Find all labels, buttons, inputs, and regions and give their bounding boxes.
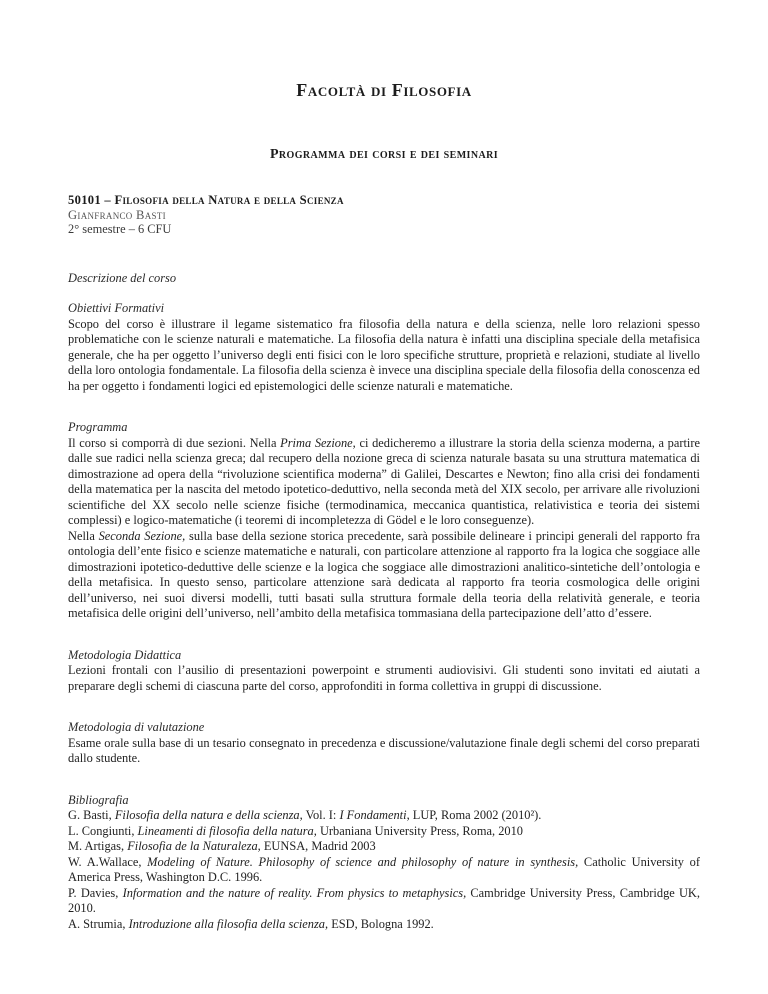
program-subtitle: Programma dei corsi e dei seminari <box>269 147 498 162</box>
section-obiettivi-formativi <box>68 301 700 394</box>
section-paragraph: Esame orale sulla base di un tesario consegnato in precedenza e discussione/valutazione finale degli schemi del corso preparati dallo studente. <box>68 735 700 765</box>
bibliography-entry: M. Artigas, Filosofia de la Naturaleza, EUNSA, Madrid 2003 <box>68 839 376 853</box>
bibliography-entry: W. A.Wallace, Modeling of Nature. Philosophy of science and philosophy of nature in synthesis, Catholic University of America Press, Washington D.C. 1996. <box>68 854 701 884</box>
course-professor: Gianfranco Basti <box>68 207 166 222</box>
section-metodologia-didattica <box>68 648 700 695</box>
section-heading: Programma <box>68 420 128 434</box>
section-metodologia-di-valutazione <box>68 720 700 767</box>
section-paragraph: Nella Seconda Sezione, sulla base della sezione storica precedente, sarà possibile delineare i principi generali del rapporto fra ontologia dell’ente fisico e scienze matematiche e naturali, con particolare attenzione al rapporto fra la logica che soggiace alle dimostrazioni ipotetico-deduttive delle scienze e la logica che soggiace alle dimostrazioni analitico-sintetiche dell’ontologia e della metafisica. In questo senso, particolare attenzione sarà dedicata al rapporto fra teoria cosmologica delle origini dell’universo, nei suoi diversi modelli, tutti basati sulla struttura formale della teoria della relatività generale, e teoria metafisica delle origini dell’universo, nell’ambito della metafisica tommasiana della partecipazione dell’atto d’essere. <box>68 528 700 620</box>
course-semester: 2° semestre – 6 CFU <box>68 222 172 236</box>
section-heading: Obiettivi Formativi <box>68 301 165 315</box>
section-descrizione-del-corso <box>68 271 700 287</box>
section-bibliografia <box>68 793 700 933</box>
faculty-title: Facoltà di Filosofia <box>296 80 472 100</box>
course-header <box>68 193 700 237</box>
bibliography-entry: P. Davies, Information and the nature of reality. From physics to metaphysics, Cambridge University Press, Cambridge UK, 2010. <box>68 885 700 915</box>
bibliography-entry: G. Basti, Filosofia della natura e della scienza, Vol. I: I Fondamenti, LUP, Roma 2002 (2010²). <box>68 808 542 822</box>
section-heading: Bibliografia <box>68 792 129 807</box>
bibliography-entry: L. Congiunti, Lineamenti di filosofia della natura, Urbaniana University Press, Roma, 2010 <box>68 823 523 838</box>
section-programma <box>68 420 700 622</box>
section-heading: Descrizione del corso <box>68 270 177 285</box>
section-paragraph: Scopo del corso è illustrare il legame sistematico fra filosofia della natura e della scienza, nelle loro relazioni spesso problematiche con le scienze naturali e matematiche. La filosofia della natura è infatti una disciplina speciale della metafisica generale, che ha per oggetto l’universo degli enti fisici con le loro specifiche strutture, proprietà e relazioni, studiate al livello della loro ontologia fondamentale. La filosofia della scienza è invece una disciplina speciale della filosofia della conoscenza ed ha per oggetto i fondamenti logici ed epistemologici delle scienze naturali e matematiche. <box>68 316 700 393</box>
section-heading: Metodologia Didattica <box>68 647 182 662</box>
section-paragraph: Lezioni frontali con l’ausilio di presentazioni powerpoint e strumenti audiovisivi. Gli studenti sono invitati ed aiutati a preparare degli schemi di ciascuna parte del corso, approfonditi in forma collettiva in gruppi di discussione. <box>68 663 700 693</box>
section-paragraph: Il corso si comporrà di due sezioni. Nella Prima Sezione, ci dedicheremo a illustrare la storia della scienza moderna, a partire dalle sue radici nella scienza greca; dal recupero della nozione greca di scienza naturale basata su una struttura matematica di dimostrazione ad opera della “rivoluzione scientifica moderna” di Galilei, Descartes e Newton; fino alla crisi dei fondamenti della matematica per la nascita del metodo ipotetico-deduttivo, nella seconda metà del XIX secolo, per arrivare alle rivoluzioni scientifiche del XX secolo nelle scienze fisiche (termodinamica, meccanica quantistica, relativistica e teoria dei sistemi complessi) e logico-matematiche (i teoremi di incompletezza di Gödel e le loro conseguenze). <box>68 435 701 527</box>
section-heading: Metodologia di valutazione <box>68 720 205 734</box>
bibliography-entry: A. Strumia, Introduzione alla filosofia della scienza, ESD, Bologna 1992. <box>68 916 434 931</box>
course-code-title: 50101 – Filosofia della Natura e della Scienza <box>68 193 344 207</box>
